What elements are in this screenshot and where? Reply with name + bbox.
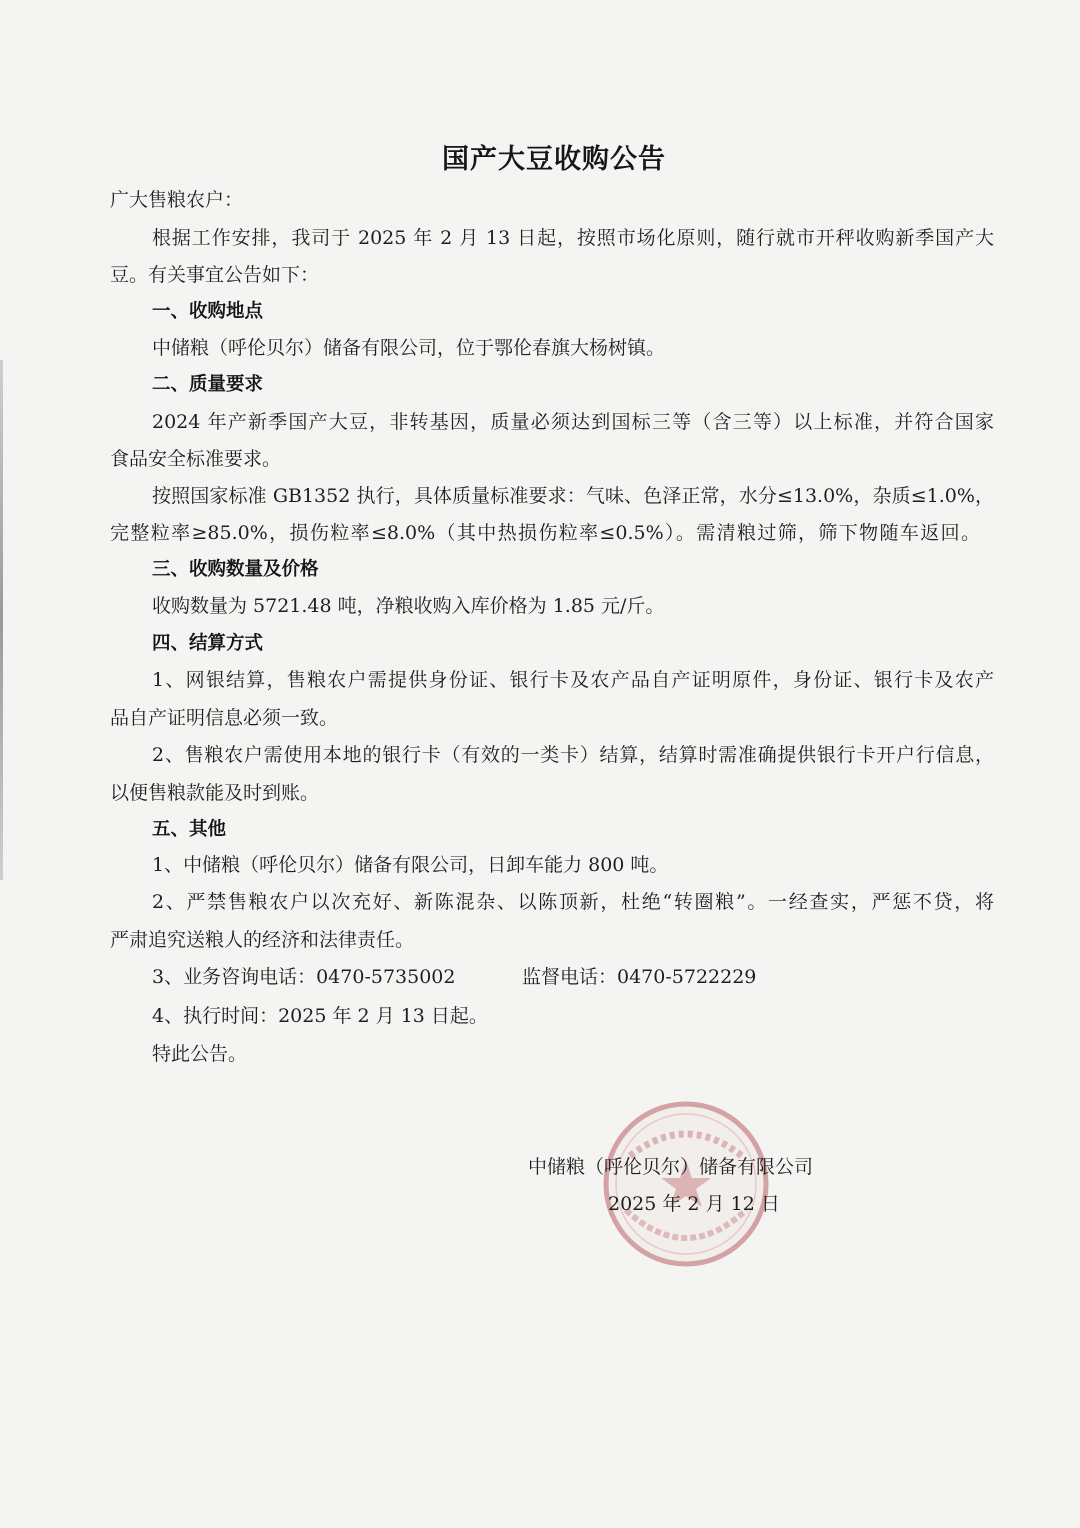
section-1-heading: 一、收购地点	[152, 301, 264, 322]
intro-line-1: 根据工作安排，我司于 2025 年 2 月 13 日起，按照市场化原则，随行就市开秤收购新季国产大	[152, 227, 994, 249]
section-5-item-2-line-2: 严肃追究送粮人的经济和法律责任。	[110, 929, 415, 951]
scan-edge	[0, 360, 3, 880]
section-3-line-1: 收购数量为 5721.48 吨，净粮收购入库价格为 1.85 元/斤。	[152, 595, 665, 617]
section-5-item-1: 1、中储粮（呼伦贝尔）储备有限公司，日卸车能力 800 吨。	[152, 854, 669, 876]
section-3-heading: 三、收购数量及价格	[152, 559, 319, 580]
signature-date: 2025 年 2 月 12 日	[608, 1193, 780, 1215]
section-2-heading: 二、质量要求	[152, 374, 264, 395]
closing-text: 特此公告。	[152, 1043, 248, 1065]
section-5-heading: 五、其他	[152, 819, 227, 840]
official-seal-icon	[600, 1098, 772, 1270]
section-2-p1-line-1: 2024 年产新季国产大豆，非转基因，质量必须达到国标三等（含三等）以上标准，并符合国家	[152, 411, 994, 433]
intro-line-2: 豆。有关事宜公告如下：	[110, 264, 320, 286]
section-4-p1-line-2: 品自产证明信息必须一致。	[110, 707, 339, 729]
section-5-item-4: 4、执行时间：2025 年 2 月 13 日起。	[152, 1005, 488, 1027]
salutation: 广大售粮农户：	[110, 189, 244, 211]
section-5-item-2-line-1: 2、严禁售粮农户以次充好、新陈混杂、以陈顶新，杜绝“转圈粮”。一经查实，严惩不贷，将	[152, 891, 994, 913]
signature-company: 中储粮（呼伦贝尔）储备有限公司	[528, 1156, 814, 1178]
section-4-p2-line-1: 2、售粮农户需使用本地的银行卡（有效的一类卡）结算，结算时需准确提供银行卡开户行信息，	[152, 744, 994, 766]
notice-title: 国产大豆收购公告	[442, 144, 666, 175]
section-2-p1-line-2: 食品安全标准要求。	[110, 448, 282, 470]
section-1-line-1: 中储粮（呼伦贝尔）储备有限公司，位于鄂伦春旗大杨树镇。	[152, 337, 666, 359]
consult-phone: 3、业务咨询电话：0470-5735002	[152, 966, 456, 988]
supervise-phone: 监督电话：0470-5722229	[522, 966, 757, 988]
section-4-heading: 四、结算方式	[152, 633, 264, 654]
section-2-p2-line-2: 完整粒率≥85.0%，损伤粒率≤8.0%（其中热损伤粒率≤0.5%）。需清粮过筛，筛下物随车返回。	[110, 522, 980, 544]
section-4-p1-line-1: 1、网银结算，售粮农户需提供身份证、银行卡及农产品自产证明原件，身份证、银行卡及农产	[152, 669, 994, 691]
section-4-p2-line-2: 以便售粮款能及时到账。	[110, 782, 320, 804]
section-2-p2-line-1: 按照国家标准 GB1352 执行，具体质量标准要求：气味、色泽正常，水分≤13.0%，杂质≤1.0%，	[152, 485, 994, 507]
